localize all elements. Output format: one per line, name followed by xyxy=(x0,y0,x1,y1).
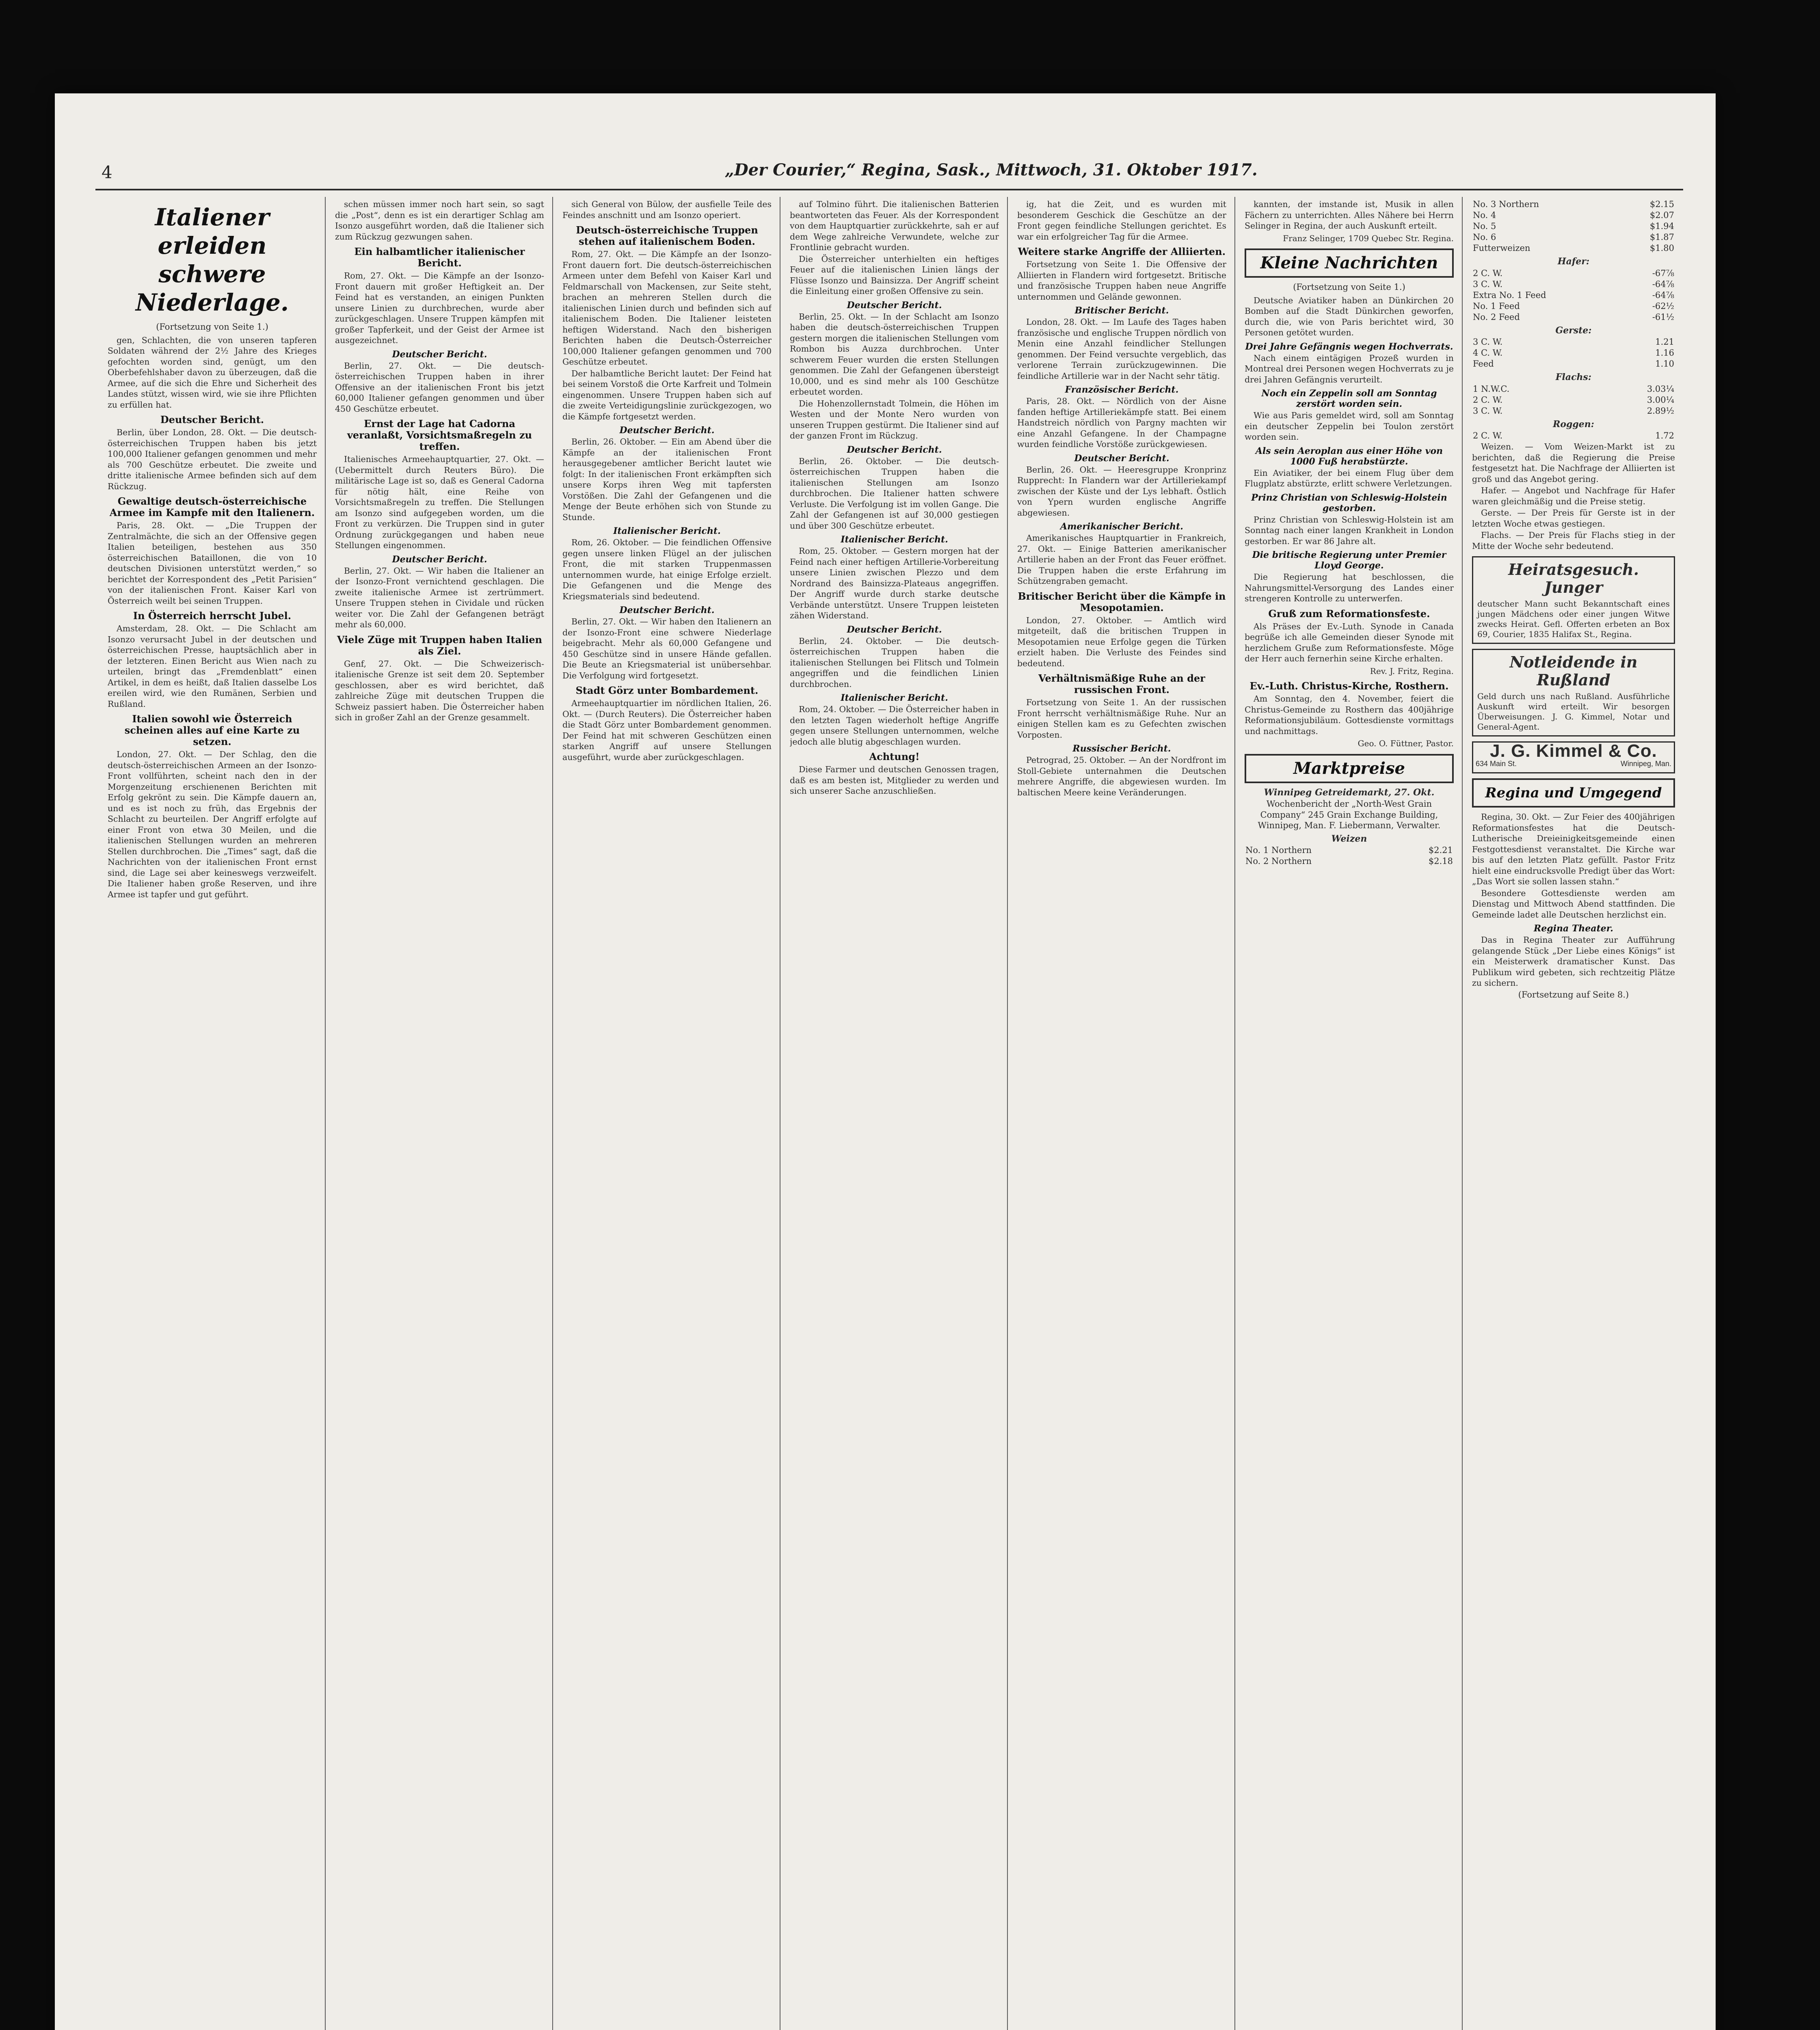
price-value: 3.03¼ xyxy=(1647,384,1674,394)
article-paragraph: Berlin, 26. Okt. — Heeresgruppe Kronprinz Rupprecht: In Flandern war der Artilleriekampf zwischen der Küste und der Lys lebhaft. Östlich von Ypern wurden englische Angriffe abgewiesen. xyxy=(1017,464,1226,518)
price-row xyxy=(1472,210,1675,221)
price-value: 1.21 xyxy=(1655,337,1674,347)
section-heading: Britischer Bericht. xyxy=(1074,305,1169,316)
price-table xyxy=(1472,384,1675,417)
column-1 xyxy=(108,199,317,2030)
signature: Rev. J. Fritz, Regina. xyxy=(1370,666,1454,676)
section-heading: Deutscher Bericht. xyxy=(619,605,715,615)
price-row xyxy=(1472,221,1675,232)
price-value: $2.15 xyxy=(1649,199,1674,209)
price-table xyxy=(1245,845,1454,867)
market-subheading: Winnipeg Getreidemarkt, 27. Okt. xyxy=(1264,787,1435,798)
price-value: $2.18 xyxy=(1428,856,1453,866)
section-heading: Deutscher Bericht. xyxy=(847,624,942,635)
article-paragraph: Amerikanisches Hauptquartier in Frankreich, 27. Okt. — Einige Batterien amerikanischer Artillerie haben an der Front das Feuer eröffnet. Die Truppen haben die erste Erfahrung im Schützengraben gemacht. xyxy=(1017,533,1226,586)
price-table xyxy=(1472,199,1675,254)
kimmel-ad xyxy=(1472,741,1675,773)
section-heading: Stadt Görz unter Bombardement. xyxy=(575,685,759,696)
price-row xyxy=(1472,430,1675,441)
article-paragraph: Amsterdam, 28. Okt. — Die Schlacht am Isonzo verursacht Jubel in der deutschen und österreichischen Presse, hauptsächlich aber in der letzteren. Einen Bericht aus Wien nach zu urteilen, bringt das „Fremdenblatt“ einen Artikel, in dem es heißt, daß Italien dasselbe Los ereilen wird, wie den Rumänen, Serbien und Rußland. xyxy=(108,624,317,709)
article-paragraph: Prinz Christian von Schleswig-Holstein ist am Sonntag nach einer langen Krankheit in London gestorben. Er war 86 Jahre alt. xyxy=(1245,514,1454,546)
price-value: 1.10 xyxy=(1655,359,1674,369)
section-heading: Prinz Christian von Schleswig-Holstein gestorben. xyxy=(1251,492,1447,514)
article-paragraph: Berlin, 25. Okt. — In der Schlacht am Isonzo haben die deutsch-österreichischen Truppen gestern morgen die italienischen Stellungen vom Rombon bis Auzza durchbrochen. Unter schwerem Feuer wurden die ersten Stellungen genommen. Die Zahl der Gefangenen übersteigt 10,000, und es sind mehr als 100 Geschütze erbeutet worden. xyxy=(790,311,999,397)
continuation-note: (Fortsetzung auf Seite 8.) xyxy=(1518,989,1629,1000)
signature: Franz Selinger, 1709 Quebec Str. Regina. xyxy=(1283,233,1454,243)
section-heading: Die britische Regierung unter Premier Lloyd George. xyxy=(1252,550,1446,571)
price-label: 4 C. W. xyxy=(1473,348,1503,358)
column-3 xyxy=(562,199,772,2030)
price-row xyxy=(1472,301,1675,312)
price-row xyxy=(1472,358,1675,369)
column-5 xyxy=(1017,199,1226,2030)
article-paragraph: ig, hat die Zeit, und es wurden mit besonderem Geschick die Geschütze an der Front gegen feindliche Stellungen gerichtet. Es war ein erfolgreicher Tag für die Armee. xyxy=(1017,199,1226,242)
hafer-heading: Hafer: xyxy=(1557,256,1590,267)
price-label: 2 C. W. xyxy=(1473,395,1503,405)
price-value: -62½ xyxy=(1652,301,1674,311)
section-heading: Achtung! xyxy=(869,751,920,762)
article-paragraph: Berlin, 27. Okt. — Wir haben die Italiener an der Isonzo-Front vernichtend geschlagen. Die zweite italienische Armee ist zertrümmert. Unsere Truppen stehen in Cividale und rücken weiter vor. Die Zahl der Gefangenen beträgt mehr als 60,000. xyxy=(335,566,544,629)
ad-text: Geld durch uns nach Rußland. Ausführliche Auskunft wird erteilt. Wir besorgen Überweisungen. J. G. Kimmel, Notar und General-Agent. xyxy=(1477,691,1670,732)
column-rule xyxy=(325,197,326,2030)
price-label: Extra No. 1 Feed xyxy=(1473,290,1546,300)
price-value: $1.94 xyxy=(1649,221,1674,231)
article-paragraph: auf Tolmino führt. Die italienischen Batterien beantworteten das Feuer. Als der Korrespondent von dem Hauptquartier zurückkehrte, sah er auf dem Wege zahlreiche Verwundete, welche zur Frontlinie gebracht wurden. xyxy=(790,199,999,252)
section-heading: Deutscher Bericht. xyxy=(619,425,715,436)
article-paragraph: Paris, 28. Okt. — „Die Truppen der Zentralmächte, die sich an der Offensive gegen Italien beteiligen, bestehen aus 350 österreichischen Bataillonen, die von 10 deutschen Divisionen unterstützt werden,“ so berichtet der Korrespondent des „Petit Parisien“ von der italienischen Front. Kaiser Karl von Österreich weilt bei seinen Truppen. xyxy=(108,520,317,606)
article-paragraph: Wie aus Paris gemeldet wird, soll am Sonntag ein deutscher Zeppelin bei Toulon zerstört worden sein. xyxy=(1245,410,1454,442)
column-2 xyxy=(335,199,544,2030)
continuation-note: (Fortsetzung von Seite 1.) xyxy=(156,322,268,332)
newspaper-page xyxy=(55,93,1716,2030)
weizen-heading: Weizen xyxy=(1331,833,1367,844)
article-paragraph: Berlin, über London, 28. Okt. — Die deutsch-österreichischen Truppen haben bis jetzt 100,000 Italiener gefangen genommen und mehr als 700 Geschütze erbeutet. Die zweite und dritte italienische Armee befinden sich auf dem Rückzug. xyxy=(108,428,317,491)
article-paragraph: Die Hohenzollernstadt Tolmein, die Höhen im Westen und der Monte Nero wurden von unseren Truppen gestürmt. Die Italiener sind auf der ganzen Front im Rückzug. xyxy=(790,398,999,441)
price-row xyxy=(1472,199,1675,210)
section-heading: Deutsch-österreichische Truppen stehen auf italienischem Boden. xyxy=(576,224,758,247)
section-heading: Ev.-Luth. Christus-Kirche, Rosthern. xyxy=(1249,680,1449,692)
section-heading: Italienischer Bericht. xyxy=(841,534,948,545)
price-label: 3 C. W. xyxy=(1473,279,1503,289)
price-label: No. 1 Northern xyxy=(1245,845,1312,855)
article-paragraph: Weizen. — Vom Weizen-Markt ist zu berichten, daß die Regierung die Preise festgesetzt hat. Die Nachfrage der Alliierten ist groß und das Angebot gering. xyxy=(1472,442,1675,484)
article-paragraph: Rom, 24. Oktober. — Die Österreicher haben in den letzten Tagen wiederholt heftige Angriffe gegen unsere Stellungen unternommen, welche jedoch alle blutig abgeschlagen wurden. xyxy=(790,704,999,747)
price-value: $1.87 xyxy=(1649,232,1674,242)
article-paragraph: Der halbamtliche Bericht lautet: Der Feind hat bei seinem Vorstoß die Orte Karfreit und Tolmein eingenommen. Unsere Truppen haben sich auf die zweite Verteidigungslinie zurückgezogen, wo die Kämpfe fortgesetzt werden. xyxy=(562,368,772,421)
price-row xyxy=(1472,232,1675,243)
section-heading: Ein halbamtlicher italienischer Bericht. xyxy=(354,246,525,269)
price-label: 2 C. W. xyxy=(1473,268,1503,278)
section-heading: Viele Züge mit Truppen haben Italien als Ziel. xyxy=(337,633,543,657)
article-paragraph: Rom, 26. Oktober. — Die feindlichen Offensive gegen unsere linken Flügel an der julischen Front, die mit starken Truppenmassen unternommen wurde, hat einige Erfolge erzielt. Die Gefangenen und die Menge des Kriegsmaterials sind bedeutend. xyxy=(562,538,772,601)
section-heading: Amerikanischer Bericht. xyxy=(1060,521,1183,532)
article-paragraph: Paris, 28. Okt. — Nördlich von der Aisne fanden heftige Artilleriekämpfe statt. Bei einem Handstreich nördlich von Pargny machten wir eine Anzahl Gefangene. In der Champagne wurden feindliche Vorstöße zurückgewiesen. xyxy=(1017,396,1226,449)
article-paragraph: Genf, 27. Okt. — Die Schweizerisch-italienische Grenze ist seit dem 20. September geschlossen, aber es wird berichtet, daß zahlreiche Züge mit deutschen Truppen die Schweiz passiert haben. Die Österreicher haben sich in großer Zahl an der Grenze gesammelt. xyxy=(335,659,544,722)
ad-title: Notleidende in Rußland xyxy=(1509,653,1638,689)
article-paragraph: Besondere Gottesdienste werden am Dienstag und Mittwoch Abend stattfinden. Die Gemeinde ladet alle Deutschen herzlichst ein. xyxy=(1472,888,1675,920)
article-paragraph: Regina, 30. Okt. — Zur Feier des 400jährigen Reformationsfestes hat die Deutsch-Lutherische Dreieinigkeitsgemeinde einen Festgottesdienst veranstaltet. Die Kirche war bis auf den letzten Platz gefüllt. Pastor Fritz hielt eine eindrucksvolle Predigt über das Wort: „Das Wort sie sollen lassen stahn.“ xyxy=(1472,812,1675,886)
article-paragraph: Ein Aviatiker, der bei einem Flug über dem Flugplatz abstürzte, erlitt schwere Verletzungen. xyxy=(1245,468,1454,488)
price-table xyxy=(1472,430,1675,441)
kimmel-street: 634 Main St. xyxy=(1476,759,1517,768)
price-label: No. 1 Feed xyxy=(1473,301,1520,311)
section-heading: Gruß zum Reformationsfeste. xyxy=(1268,607,1430,620)
continuation-note: (Fortsetzung von Seite 1.) xyxy=(1293,282,1405,292)
article-paragraph: Berlin, 26. Oktober. — Ein am Abend über die Kämpfe an der italienischen Front herausgegebener amtlicher Bericht lautet wie folgt: In der italienischen Front erkämpften sich unsere Korps ihren Weg mit tapfersten Vorstößen. Die Zahl der Gefangenen und die Menge der Beute erhöhen sich von Stunde zu Stunde. xyxy=(562,437,772,522)
flachs-heading: Flachs: xyxy=(1555,372,1592,382)
section-heading: In Österreich herrscht Jubel. xyxy=(133,610,292,622)
price-row xyxy=(1472,337,1675,348)
article-paragraph: Fortsetzung von Seite 1. An der russischen Front herrscht verhältnismäßige Ruhe. Nur an einigen Stellen kam es zu Gefechten zwischen Vorposten. xyxy=(1017,698,1226,740)
article-paragraph: Armeehauptquartier im nördlichen Italien, 26. Okt. — (Durch Reuters). Die Österreicher haben die Stadt Görz unter Bombardement genommen. Der Feind hat mit schweren Geschützen einen starken Angriff auf unsere Stellungen ausgeführt, wurde aber zurückgeschlagen. xyxy=(562,698,772,762)
article-paragraph: Petrograd, 25. Oktober. — An der Nordfront im Stoll-Gebiete unternahmen die Deutschen mehrere Angriffe, die abgewiesen wurden. Im baltischen Meere keine Veränderungen. xyxy=(1017,755,1226,797)
price-value: -67⅞ xyxy=(1652,268,1674,278)
notleidende-ad xyxy=(1472,649,1675,736)
gerste-heading: Gerste: xyxy=(1555,325,1592,336)
main-headline: Italiener erleiden schwere Niederlage. xyxy=(135,203,289,316)
section-heading: Deutscher Bericht. xyxy=(847,444,942,455)
column-rule xyxy=(1234,197,1235,2030)
section-heading: Deutscher Bericht. xyxy=(392,554,487,565)
section-heading: Regina Theater. xyxy=(1534,923,1613,934)
section-heading: Drei Jahre Gefängnis wegen Hochverrats. xyxy=(1245,341,1453,352)
section-heading: Deutscher Bericht. xyxy=(1074,453,1169,464)
section-heading: Italienischer Bericht. xyxy=(613,526,721,536)
article-paragraph: schen müssen immer noch hart sein, so sagt die „Post“, denn es ist ein derartiger Schlag am Isonzo ausgeführt worden, daß die Italiener sich zum Rückzug gezwungen sahen. xyxy=(335,199,544,242)
heiratsgesuch-ad xyxy=(1472,556,1675,644)
price-row xyxy=(1472,243,1675,254)
price-value: $1.80 xyxy=(1649,243,1674,253)
ad-title: Heiratsgesuch. Junger xyxy=(1508,560,1639,596)
article-paragraph: Das in Regina Theater zur Aufführung gelangende Stück „Der Liebe eines Königs“ ist ein Meisterwerk dramatischer Kunst. Das Publikum wird gebeten, sich rechtzeitig Plätze zu sichern. xyxy=(1472,935,1675,988)
price-label: 1 N.W.C. xyxy=(1473,384,1510,394)
ad-text: deutscher Mann sucht Bekanntschaft eines jungen Mädchens oder einer jungen Witwe zwecks Heirat. Gefl. Offerten erbeten an Box 69, Courier, 1835 Halifax St., Regina. xyxy=(1477,599,1670,639)
price-label: No. 6 xyxy=(1473,232,1496,242)
price-value: 1.72 xyxy=(1655,431,1674,441)
column-rule xyxy=(1007,197,1008,2030)
article-paragraph: Die Österreicher unterhielten ein heftiges Feuer auf die italienischen Linien längs der Flüsse Isonzo und Bainsizza. Der Angriff scheint die Einleitung einer großen Offensive zu sein. xyxy=(790,254,999,296)
article-paragraph: Berlin, 27. Okt. — Die deutsch-österreichischen Truppen haben in ihrer Offensive an der italienischen Front bis jetzt 60,000 Italiener gefangen genommen und über 450 Geschütze erbeutet. xyxy=(335,361,544,414)
section-heading: Verhältnismäßige Ruhe an der russischen Front. xyxy=(1038,672,1205,695)
article-paragraph: Rom, 27. Okt. — Die Kämpfe an der Isonzo-Front dauern fort. Die deutsch-österreichischen Armeen unter dem Befehl von Kaiser Karl und Feldmarschall von Mackensen, zur Seite steht, brachen an mehreren Stellen durch die italienischen Linien durch und befinden sich auf italienischem Boden. Die Italiener leisteten heftigen Widerstand. Nach den bisherigen Berichten haben die Deutsch-Österreicher 100,000 Italiener gefangen genommen und 700 Geschütze erbeutet. xyxy=(562,249,772,367)
section-heading: Gewaltige deutsch-österreichische Armee im Kampfe mit den Italienern. xyxy=(109,495,315,518)
article-paragraph: Als Präses der Ev.-Luth. Synode in Canada begrüße ich alle Gemeinden dieser Synode mit herzlichem Gruße zum Reformationsfeste. Möge der Herr auch fernerhin seine Kirche erhalten. xyxy=(1245,621,1454,663)
article-paragraph: Berlin, 27. Okt. — Wir haben den Italienern an der Isonzo-Front eine schwere Niederlage beigebracht. Mehr als 60,000 Gefangene und 450 Geschütze sind in unsere Hände gefallen. Die Beute an Kriegsmaterial ist unübersehbar. Die Verfolgung wird fortgesetzt. xyxy=(562,617,772,680)
section-heading: Weitere starke Angriffe der Alliierten. xyxy=(1018,246,1226,257)
section-heading: Britischer Bericht über die Kämpfe in Mesopotamien. xyxy=(1018,590,1226,613)
article-paragraph: Rom, 25. Oktober. — Gestern morgen hat der Feind nach einer heftigen Artillerie-Vorbereitung unsere Linien zwischen Plezzo und dem Nordrand des Bainsizza-Plateaus angegriffen. Der Angriff wurde durch starke deutsche Verbände unterstützt. Unsere Truppen leisteten zähen Widerstand. xyxy=(790,546,999,620)
price-row xyxy=(1245,856,1454,867)
section-heading: Deutscher Bericht. xyxy=(160,414,264,425)
price-row xyxy=(1472,290,1675,301)
signature: Geo. O. Füttner, Pastor. xyxy=(1357,739,1454,748)
section-heading: Deutscher Bericht. xyxy=(847,300,942,311)
kimmel-city: Winnipeg, Man. xyxy=(1620,759,1671,768)
price-label: No. 5 xyxy=(1473,221,1496,231)
section-heading: Italien sowohl wie Österreich scheinen alles auf eine Karte zu setzen. xyxy=(124,713,300,747)
price-value: 1.16 xyxy=(1655,348,1674,358)
article-paragraph: Die Regierung hat beschlossen, die Nahrungsmittel-Versorgung des Landes einer strengeren Kontrolle zu unterwerfen. xyxy=(1245,572,1454,603)
article-paragraph: gen, Schlachten, die von unseren tapferen Soldaten während der 2½ Jahre des Krieges gefochten worden sind, genügt, um den Oberbefehlshaber davon zu überzeugen, daß die Armee, auf die sich die Ehre und Sicherheit des Landes stützt, wissen wird, wie sie ihre Pflichten zu erfüllen hat. xyxy=(108,335,317,410)
regina-heading: Regina und Umgegend xyxy=(1472,778,1675,808)
article-paragraph: Nach einem eintägigen Prozeß wurden in Montreal drei Personen wegen Hochverrats zu je drei Jahren Gefängnis verurteilt. xyxy=(1245,353,1454,384)
price-row xyxy=(1472,279,1675,290)
price-label: 2 C. W. xyxy=(1473,431,1503,441)
section-heading: Als sein Aeroplan aus einer Höhe von 1000 Fuß herabstürzte. xyxy=(1255,445,1443,467)
column-rule xyxy=(1462,197,1463,2030)
article-paragraph: kannten, der imstande ist, Musik in allen Fächern zu unterrichten. Alles Nähere bei Herrn Selinger in Regina, der auch Auskunft erteilt. xyxy=(1245,199,1454,231)
article-paragraph: sich General von Bülow, der ausfielle Teile des Feindes anschnitt und am Isonzo operiert. xyxy=(562,199,772,220)
price-label: No. 2 Northern xyxy=(1245,856,1312,866)
article-paragraph: Hafer. — Angebot und Nachfrage für Hafer waren gleichmäßig und die Preise stetig. xyxy=(1472,486,1675,506)
article-paragraph: Berlin, 24. Oktober. — Die deutsch-österreichischen Truppen haben die italienischen Stellungen bei Flitsch und Tolmein angegriffen und die feindlichen Linien durchbrochen. xyxy=(790,636,999,689)
price-value: $2.07 xyxy=(1649,210,1674,220)
price-row xyxy=(1472,268,1675,279)
column-rule xyxy=(552,197,553,2030)
section-heading: Deutscher Bericht. xyxy=(392,349,487,360)
article-paragraph: London, 28. Okt. — Im Laufe des Tages haben französische und englische Truppen nördlich von Menin eine Anzahl feindlicher Stellungen genommen. Der Feind versuchte vergeblich, das verlorene Terrain zurückzugewinnen. Die feindliche Artillerie war in der Nacht sehr tätig. xyxy=(1017,317,1226,381)
section-heading: Ernst der Lage hat Cadorna veranlaßt, Vorsichtsmaßregeln zu treffen. xyxy=(347,418,532,452)
price-label: 3 C. W. xyxy=(1473,406,1503,416)
price-value: $2.21 xyxy=(1428,845,1453,855)
price-value: -64⅞ xyxy=(1652,290,1674,300)
running-head: „Der Courier,“ Regina, Sask., Mittwoch, 31. Oktober 1917. xyxy=(725,160,1258,179)
price-value: 2.89½ xyxy=(1647,406,1674,416)
column-4 xyxy=(790,199,999,2030)
price-row xyxy=(1472,348,1675,358)
article-paragraph: Gerste. — Der Preis für Gerste ist in der letzten Woche etwas gestiegen. xyxy=(1472,508,1675,529)
kleine-nachrichten-heading: Kleine Nachrichten xyxy=(1245,248,1454,278)
price-row xyxy=(1472,406,1675,417)
article-paragraph: Rom, 27. Okt. — Die Kämpfe an der Isonzo-Front dauern mit großer Heftigkeit an. Der Feind hat es verstanden, an einigen Punkten unsere Linien zu durchbrechen, wurde aber zurückgeschlagen. Unsere Truppen kämpfen mit großer Tapferkeit, und der Geist der Armee ist ausgezeichnet. xyxy=(335,271,544,345)
article-paragraph: Am Sonntag, den 4. November, feiert die Christus-Gemeinde zu Rosthern das 400jährige Reformationsjubiläum. Gottesdienste vormittags und nachmittags. xyxy=(1245,694,1454,736)
price-label: No. 4 xyxy=(1473,210,1496,220)
article-paragraph: Diese Farmer und deutschen Genossen tragen, daß es am besten ist, Mitglieder zu werden und sich unserer Sache anzuschließen. xyxy=(790,764,999,796)
article-paragraph: Italienisches Armeehauptquartier, 27. Okt. — (Uebermittelt durch Reuters Büro). Die militärische Lage ist so, daß es General Cadorna für nötig hält, eine Reihe von Vorsichtsmaßregeln zu treffen. Die Stellungen am Isonzo sind aufgegeben worden, um die Front zu verkürzen. Die Truppen sind in guter Ordnung zurückgegangen und haben neue Stellungen eingenommen. xyxy=(335,454,544,550)
kimmel-name: J. G. Kimmel & Co. xyxy=(1490,741,1657,761)
roggen-heading: Roggen: xyxy=(1553,419,1594,430)
price-row xyxy=(1472,312,1675,323)
price-table xyxy=(1472,268,1675,323)
price-label: 3 C. W. xyxy=(1473,337,1503,347)
column-6 xyxy=(1245,199,1454,2030)
price-label: No. 2 Feed xyxy=(1473,312,1520,322)
price-label: No. 3 Northern xyxy=(1473,199,1539,209)
marktpreise-heading: Marktpreise xyxy=(1245,754,1454,783)
section-heading: Italienischer Bericht. xyxy=(841,693,948,703)
column-7 xyxy=(1472,199,1675,2030)
section-heading: Russischer Bericht. xyxy=(1072,743,1171,754)
article-paragraph: London, 27. Oktober. — Amtlich wird mitgeteilt, daß die britischen Truppen in Mesopotamien neue Erfolge gegen die Türken erzielt haben. Die Verluste des Feindes sind bedeutend. xyxy=(1017,615,1226,668)
article-paragraph: London, 27. Okt. — Der Schlag, den die deutsch-österreichischen Armeen an der Isonzo-Front vollführten, scheint nach den in der Morgenzeitung erschienenen Berichten mit Erfolg gekrönt zu sein. Die Kämpfe dauern an, und es ist noch zu früh, das Ergebnis der Schlacht zu beurteilen. Der Angriff erfolgte auf einer Front von etwa 30 Meilen, und die italienischen Stellungen wurden an mehreren Stellen durchbrochen. Die „Times“ sagt, daß die Nachrichten von der italienischen Front ernst sind, die Lage sei aber keineswegs verzweifelt. Die Italiener haben große Reserven, und ihre Armee ist tapfer und gut geführt. xyxy=(108,749,317,899)
section-heading: Französischer Bericht. xyxy=(1065,384,1179,395)
price-value: -61½ xyxy=(1652,312,1674,322)
price-row xyxy=(1472,384,1675,395)
article-paragraph: Flachs. — Der Preis für Flachs stieg in der Mitte der Woche sehr bedeutend. xyxy=(1472,530,1675,551)
price-table xyxy=(1472,337,1675,369)
page-number: 4 xyxy=(102,162,112,182)
price-label: Futterweizen xyxy=(1473,243,1530,253)
header-rule xyxy=(95,189,1683,190)
article-paragraph: Fortsetzung von Seite 1. Die Offensive der Alliierten in Flandern wird fortgesetzt. Britische und französische Truppen haben neue Angriffe unternommen und Gelände gewonnen. xyxy=(1017,259,1226,302)
price-value: -64⅞ xyxy=(1652,279,1674,289)
price-row xyxy=(1472,395,1675,406)
article-paragraph: Deutsche Aviatiker haben an Dünkirchen 20 Bomben auf die Stadt Dünkirchen geworfen, durch die, wie von Paris berichtet wird, 30 Personen getötet wurden. xyxy=(1245,295,1454,337)
price-label: Feed xyxy=(1473,359,1494,369)
price-row xyxy=(1245,845,1454,856)
price-value: 3.00¼ xyxy=(1647,395,1674,405)
market-note: Wochenbericht der „North-West Grain Company“ 245 Grain Exchange Building, Winnipeg, Man. F. Liebermann, Verwalter. xyxy=(1258,799,1441,830)
section-heading: Noch ein Zeppelin soll am Sonntag zerstört worden sein. xyxy=(1261,388,1437,409)
article-paragraph: Berlin, 26. Oktober. — Die deutsch-österreichischen Truppen haben die italienischen Stellungen am Isonzo durchbrochen. Die Italiener hatten schwere Verluste. Die Verfolgung ist im vollen Gange. Die Zahl der Gefangenen ist auf 30,000 gestiegen und über 300 Geschütze erbeutet. xyxy=(790,456,999,531)
